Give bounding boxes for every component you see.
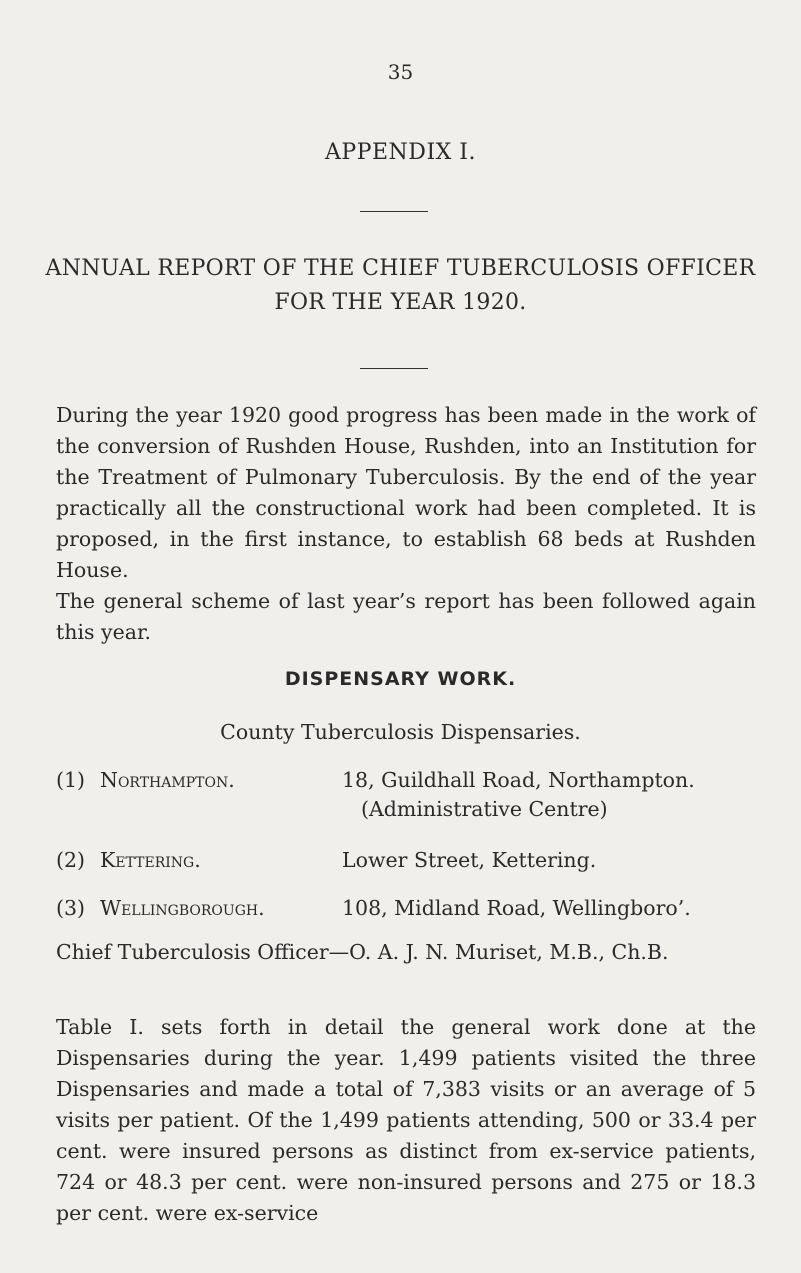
chief-officer: Chief Tuberculosis Officer—O. A. J. N. Muriset, M.B., Ch.B. <box>56 940 669 964</box>
divider <box>360 211 428 212</box>
dispensary-number: (2) <box>56 848 86 872</box>
dispensary-address: 18, Guildhall Road, Northampton. <box>342 768 695 792</box>
page-number: 35 <box>387 60 414 84</box>
appendix-title: APPENDIX I. <box>325 140 476 165</box>
dispensary-note: (Administrative Centre) <box>361 797 608 821</box>
divider <box>360 368 428 369</box>
dispensary-town: Kettering. <box>100 848 201 872</box>
intro-paragraph: During the year 1920 good progress has been made in the work of the conversion of Rushden House, Rushden, into an Institution for the Treatment of Pulmonary Tuberculosis. By the end of the year practically all the constructional work had been completed. It is proposed, in the first instance, to establish 68 beds at Rushden House. <box>56 403 756 582</box>
dispensary-address: Lower Street, Kettering. <box>342 848 597 872</box>
subheading: County Tuberculosis Dispensaries. <box>220 720 581 744</box>
intro-text <box>56 400 756 648</box>
dispensary-town: Wellingborough. <box>100 896 265 920</box>
dispensary-row <box>56 893 691 923</box>
table-paragraph: Table I. sets forth in detail the general work done at the Dispensaries during the year. 1,499 patients visited the three Dispensaries and made a total of 7,383 visits or an average of 5 visits per patient. Of the 1,499 patients attending, 500 or 33.4 per cent. were insured persons as distinct from ex-service patients, 724 or 48.3 per cent. were non-insured persons and 275 or 18.3 per cent. were ex-service <box>56 1015 756 1225</box>
report-title: ANNUAL REPORT OF THE CHIEF TUBERCULOSIS OFFICER FOR THE YEAR 1920. <box>45 256 756 315</box>
section-heading: DISPENSARY WORK. <box>284 668 517 690</box>
dispensary-number: (1) <box>56 768 86 792</box>
dispensary-row <box>56 845 597 875</box>
dispensary-row <box>56 765 695 795</box>
dispensary-number: (3) <box>56 896 86 920</box>
dispensary-town: Northampton. <box>100 768 235 792</box>
dispensary-address: 108, Midland Road, Wellingboro’. <box>342 896 691 920</box>
intro-paragraph: The general scheme of last year’s report has been followed again this year. <box>56 589 756 644</box>
